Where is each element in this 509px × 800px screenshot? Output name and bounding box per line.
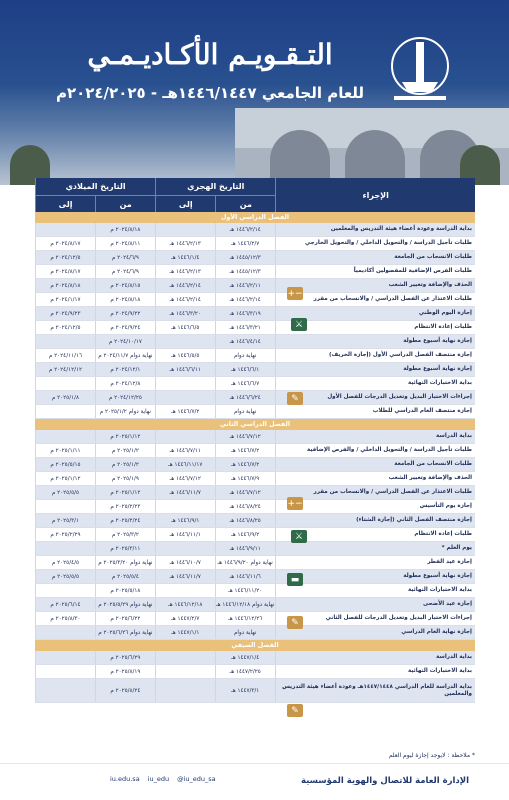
gregorian-from-cell: ٢٠٢٥/٥/٤ م	[95, 570, 155, 583]
hijri-from-cell: ١٤٤٦/٩/٢ هـ	[215, 528, 275, 541]
hijri-to-cell: ١٤٤٦/٢/١٤ هـ	[155, 293, 215, 306]
table-row	[35, 251, 475, 265]
table-row	[35, 570, 475, 584]
gregorian-from-cell: ٢٠٢٤/١٢/١ م	[95, 363, 155, 376]
table-row	[35, 486, 475, 500]
gregorian-to-cell: ٢٠٢٥/٥/٥ م	[35, 570, 95, 583]
hijri-to-cell	[155, 665, 215, 678]
hijri-to-cell: ١٤٤٦/١١/٧ هـ	[155, 570, 215, 583]
gregorian-to-cell: ٢٠٢٤/١٢/٥ م	[35, 251, 95, 264]
hijri-to-cell	[155, 335, 215, 348]
hijri-from-cell: نهاية دوام	[215, 349, 275, 362]
hijri-to-cell: ١٤٤٦/١٠/٧ هـ	[155, 556, 215, 569]
gregorian-to-cell: ٢٠٢٥/٢/٢٩ م	[35, 528, 95, 541]
table-row	[35, 363, 475, 377]
table-body	[35, 212, 475, 703]
header-banner	[0, 0, 509, 185]
add-remove-icon: +−	[287, 498, 303, 509]
table-row	[35, 472, 475, 486]
university-logo-icon	[380, 34, 460, 106]
gregorian-to-cell: ٢٠٢٥/١/٨ م	[35, 391, 95, 404]
event-cell: الحذف والإضافة وتغيير الشعب	[275, 472, 475, 485]
event-cell: بداية الاختبارات النهائية	[275, 377, 475, 390]
event-cell: إجازة يوم التأسيس	[275, 500, 475, 513]
table-row	[35, 514, 475, 528]
table-row	[35, 626, 475, 640]
hijri-to-cell	[155, 430, 215, 443]
hijri-to-cell: ١٤٤٦/٢/١٣ هـ	[155, 265, 215, 278]
table-row	[35, 500, 475, 514]
gregorian-from-cell: نهاية دوام ٢٠٢٤/١١/٧ م	[95, 349, 155, 362]
hijri-from-cell: نهاية دوام ١٤٤٦/١٢/١٨ هـ	[215, 598, 275, 611]
hijri-to-cell: ١٤٤٧/١/١ هـ	[155, 626, 215, 639]
header-gregorian: التاريخ الميلادي إلى من	[35, 178, 155, 212]
hijri-from-cell: ١٤٤٦/٢/١٤ هـ	[215, 223, 275, 236]
event-cell: طلبات الاعتذار عن الفصل الدراسي / والانسحاب من مقرر	[275, 293, 475, 306]
hijri-from-cell: ١٤٤٧/٣/١ هـ	[215, 679, 275, 702]
social-handle: iu.edu.sa	[110, 775, 140, 783]
hijri-from-cell: ١٤٤٦/٧/٢ هـ	[215, 458, 275, 471]
gregorian-to-cell	[35, 335, 95, 348]
hijri-from-cell: ١٤٤٦/٢/١٤ هـ	[215, 293, 275, 306]
gregorian-from-cell: ٢٠٢٤/٨/١٨ م	[95, 223, 155, 236]
gregorian-from-cell: ٢٠٢٥/٥/١٨ م	[95, 584, 155, 597]
gregorian-from-cell: ٢٠٢٥/٦/٢٢ م	[95, 612, 155, 625]
gregorian-to-cell: ٢٠٢٥/٦/١٤ م	[35, 598, 95, 611]
gregorian-from-cell: ٢٠٢٤/١٢/٢٥ م	[95, 391, 155, 404]
section-title: الفصل الدراسي الثاني	[35, 419, 475, 430]
hijri-from-cell: ١٤٤٦/٦/١ هـ	[215, 363, 275, 376]
page-subtitle: للعام الجامعي ١٤٤٦/١٤٤٧هـ - ٢٠٢٤/٢٠٢٥م	[55, 84, 365, 102]
hijri-from-cell: ١٤٤٦/٢/١١ هـ	[215, 279, 275, 292]
gregorian-from-cell: ٢٠٢٤/١٠/١٧ م	[95, 335, 155, 348]
gregorian-to-cell: ٢٠٢٤/١١/١٦ م	[35, 349, 95, 362]
hijri-from-cell: ١٤٤٦/١٢/٢٦ هـ	[215, 612, 275, 625]
event-cell: إجازة منتصف العام الدراسي للطلاب	[275, 405, 475, 418]
hijri-from-cell: ١٤٤٦/٧/١٢ هـ	[215, 430, 275, 443]
table-row	[35, 679, 475, 703]
footnote: * ملاحظة : لايوجد إجازة ليوم العلم	[388, 752, 475, 759]
event-cell: بداية الدراسة للعام الدراسي ١٤٤٧/١٤٤٨هـ وعودة أعضاء هيئة التدريس والمعلمين	[275, 679, 475, 702]
gregorian-from-cell: ٢٠٢٥/٢/٢٣ م	[95, 500, 155, 513]
gregorian-from-cell: ٢٠٢٥/٦/٢٩ م	[95, 651, 155, 664]
event-cell: طلبات الانسحاب من الجامعة	[275, 458, 475, 471]
event-cell: يوم العلم *	[275, 542, 475, 555]
event-cell: إجازة نهاية العام الدراسي	[275, 626, 475, 639]
gregorian-from-cell: ٢٠٢٤/٨/١١ م	[95, 237, 155, 250]
event-cell: إجازة نهاية أسبوع مطولة	[275, 335, 475, 348]
hijri-to-cell: ١٤٤٦/١١/١ هـ	[155, 528, 215, 541]
gregorian-to-cell: ٢٠٢٥/٣/١ م	[35, 514, 95, 527]
hijri-to-cell: ١٤٤٦/٣/٢٠ هـ	[155, 307, 215, 320]
hijri-to-cell: ١٤٤٦/١/٤ هـ	[155, 251, 215, 264]
event-cell: طلبات الفرص الإضافية للمفصولين أكاديمياً	[275, 265, 475, 278]
hijri-to-cell	[155, 542, 215, 555]
hijri-to-cell	[155, 584, 215, 597]
hijri-to-cell	[155, 377, 215, 390]
table-row	[35, 307, 475, 321]
table-row	[35, 542, 475, 556]
gregorian-to-cell	[35, 223, 95, 236]
event-cell: إجازة عيد الفطر	[275, 556, 475, 569]
gregorian-from-cell: ٢٠٢٥/٨/١٩ م	[95, 665, 155, 678]
hijri-from-cell: ١٤٤٦/٣/٢١ هـ	[215, 321, 275, 334]
gregorian-from-cell: نهاية دوام ٢٠٢٥/٦/٢٦ م	[95, 626, 155, 639]
gregorian-from-cell: ٢٠٢٥/٨/٢٤ م	[95, 679, 155, 702]
gregorian-from-cell: نهاية دوام ٢٠٢٥/٣/٢٠ م	[95, 556, 155, 569]
table-row	[35, 651, 475, 665]
event-cell: إجازة نهاية أسبوع مطولة	[275, 363, 475, 376]
event-cell: طلبات إعادة الانتظام	[275, 321, 475, 334]
gregorian-from-cell: ٢٠٢٥/٣/٢ م	[95, 528, 155, 541]
hijri-from-cell: ١٤٤٦/٣/١٩ هـ	[215, 307, 275, 320]
event-cell: بداية الدراسة وعودة أعضاء هيئة التدريس والمعلمين	[275, 223, 475, 236]
gregorian-from-cell: ٢٠٢٥/١/٩ م	[95, 472, 155, 485]
hijri-from-cell: ١٤٤٦/١١/٢٠ هـ	[215, 584, 275, 597]
add-remove-icon: +−	[287, 288, 303, 299]
hijri-from-cell: ١٤٤٦/٩/١١ هـ	[215, 542, 275, 555]
hijri-to-cell: ١٤٤٧/٢/٧ هـ	[155, 612, 215, 625]
event-cell: إجراءات الاختبار البديل وتعديل الدرجات للفصل الثاني	[275, 612, 475, 625]
hijri-from-cell: ١٤٤٦/٢/٧ هـ	[215, 237, 275, 250]
footer-org: الإدارة العامة للاتصال والهوية المؤسسية	[301, 776, 469, 786]
footer	[0, 763, 509, 800]
hijri-to-cell	[155, 500, 215, 513]
table-row	[35, 430, 475, 444]
table-row	[35, 444, 475, 458]
table-row	[35, 584, 475, 598]
gregorian-from-cell: ٢٠٢٥/٢/٢٤ م	[95, 514, 155, 527]
table-row	[35, 335, 475, 349]
social-handle: iu_edu	[147, 775, 170, 783]
header-hijri: التاريخ الهجري إلى من	[155, 178, 275, 212]
event-cell: طلبات تأجيل الدراسة / والتحويل الداخلي / والفرص الإضافية	[275, 444, 475, 457]
hijri-from-cell: ١٤٤٦/٤/١٤ هـ	[215, 335, 275, 348]
gregorian-from-cell: ٢٠٢٤/١٢/٨ م	[95, 377, 155, 390]
gregorian-from-cell: ٢٠٢٥/٣/١١ م	[95, 542, 155, 555]
hijri-to-cell: ١٤٤٦/٦/٥ هـ	[155, 321, 215, 334]
gregorian-to-cell: ٢٠٢٥/١/١٢ م	[35, 472, 95, 485]
table-row	[35, 612, 475, 626]
hijri-to-cell: ١٤٤٦/٢/١٣ هـ	[155, 237, 215, 250]
event-cell: طلبات الانسحاب من الجامعة	[275, 251, 475, 264]
table-row	[35, 405, 475, 419]
footer-social	[110, 775, 216, 783]
table-row	[35, 349, 475, 363]
table-row	[35, 237, 475, 251]
gregorian-to-cell: ٢٠٢٥/٤/٥ م	[35, 556, 95, 569]
hijri-to-cell: ١٤٤٦/٢/١٤ هـ	[155, 279, 215, 292]
gregorian-from-cell: نهاية دوام ٢٠٢٥/١/٢ م	[95, 405, 155, 418]
event-cell: إجازة نهاية أسبوع مطولة	[275, 570, 475, 583]
hijri-from-cell: نهاية دوام	[215, 626, 275, 639]
gregorian-from-cell: ٢٠٢٤/٨/١٨ م	[95, 293, 155, 306]
gregorian-to-cell	[35, 500, 95, 513]
event-cell: الحذف والإضافة وتغيير الشعب	[275, 279, 475, 292]
event-cell: بداية الدراسة	[275, 651, 475, 664]
header-event: الإجراء	[275, 178, 475, 212]
flag-icon: ▬	[287, 573, 303, 586]
gregorian-to-cell: ٢٠٢٤/٨/١٧ م	[35, 265, 95, 278]
event-cell: بداية الاختبارات النهائية	[275, 584, 475, 597]
hijri-to-cell	[155, 651, 215, 664]
hijri-to-cell	[155, 223, 215, 236]
hijri-from-cell: ١٤٤٦/٨/٢٥ هـ	[215, 514, 275, 527]
pencil-icon: ✎	[287, 616, 303, 629]
table-header	[35, 178, 475, 212]
hijri-to-cell: ١٤٤٦/٩/١ هـ	[155, 514, 215, 527]
table-row	[35, 528, 475, 542]
table-row	[35, 665, 475, 679]
gregorian-to-cell	[35, 405, 95, 418]
sword-palm-icon: ⚔	[291, 318, 307, 331]
gregorian-to-cell: ٢٠٢٥/١/١١ م	[35, 444, 95, 457]
gregorian-to-cell	[35, 665, 95, 678]
gregorian-to-cell: ٢٠٢٤/١٢/١٢ م	[35, 363, 95, 376]
hijri-from-cell: ١٤٤٦/٨/٢٤ هـ	[215, 500, 275, 513]
event-cell: إجازة منتصف الفصل الثاني (إجازة الشتاء)	[275, 514, 475, 527]
hijri-from-cell: ١٤٤٦/٦/٢٤ هـ	[215, 391, 275, 404]
hijri-from-cell: ١٤٤٦/٧/٩ هـ	[215, 472, 275, 485]
gregorian-from-cell: ٢٠٢٥/١/١٢ م	[95, 486, 155, 499]
table-row	[35, 556, 475, 570]
gregorian-to-cell: ٢٠٢٥/٥/١٥ م	[35, 458, 95, 471]
table-row	[35, 279, 475, 293]
pencil-icon: ✎	[287, 392, 303, 405]
pencil-icon: ✎	[287, 704, 303, 717]
section-title: الفصل الصيفي	[35, 640, 475, 651]
section-title: الفصل الدراسي الأول	[35, 212, 475, 223]
gregorian-from-cell: ٢٠٢٤/٨/١٥ م	[95, 279, 155, 292]
gregorian-to-cell: ٢٠٢٤/٩/٢٣ م	[35, 307, 95, 320]
hijri-from-cell: نهاية دوام ١٤٤٦/٩/٢٠ هـ	[215, 556, 275, 569]
gregorian-to-cell	[35, 542, 95, 555]
gregorian-from-cell: ٢٠٢٥/١/٢ م	[95, 444, 155, 457]
hijri-from-cell: ١٤٤٧/٢/٢٥ هـ	[215, 665, 275, 678]
hijri-to-cell: ١٤٤٦/٧/١١ هـ	[155, 444, 215, 457]
event-cell: طلبات تأجيل الدراسة / والتحويل الداخلي / والتحويل الخارجي	[275, 237, 475, 250]
table-row	[35, 293, 475, 307]
table-row	[35, 598, 475, 612]
gregorian-from-cell: ٢٠٢٤/٦/٩ م	[95, 265, 155, 278]
hijri-from-cell: نهاية دوام	[215, 405, 275, 418]
event-cell: طلبات إعادة الانتظام	[275, 528, 475, 541]
gregorian-to-cell	[35, 377, 95, 390]
gregorian-from-cell: ٢٠٢٤/٩/٢٢ م	[95, 307, 155, 320]
hijri-from-cell: ١٤٤٦/١١/٦ هـ	[215, 570, 275, 583]
hijri-from-cell: ١٤٤٦/٧/١٢ هـ	[215, 486, 275, 499]
gregorian-to-cell	[35, 679, 95, 702]
gregorian-to-cell: ٢٠٢٥/٥/٥ م	[35, 486, 95, 499]
table-row	[35, 321, 475, 335]
gregorian-to-cell	[35, 430, 95, 443]
hijri-to-cell: ١٤٤٦/٧/١٢ هـ	[155, 472, 215, 485]
event-cell: إجراءات الاختبار البديل وتعديل الدرجات للفصل الأول	[275, 391, 475, 404]
event-cell: بداية الدراسة	[275, 430, 475, 443]
hijri-from-cell: ١٤٤٧/١/٤ هـ	[215, 651, 275, 664]
gregorian-to-cell: ٢٠٢٤/١٢/٥ م	[35, 321, 95, 334]
page-title: التـقـويـم الأكـاديـمـي	[87, 38, 333, 71]
social-handle: @iu_edu_sa	[177, 775, 216, 783]
sword-palm-icon: ⚔	[291, 530, 307, 543]
hijri-to-cell	[155, 679, 215, 702]
gregorian-from-cell: ٢٠٢٤/٦/٩ م	[95, 251, 155, 264]
hijri-to-cell: ١٤٤٦/٥/٥ هـ	[155, 349, 215, 362]
table-row	[35, 265, 475, 279]
gregorian-to-cell	[35, 584, 95, 597]
event-cell: إجازة عيد الأضحى	[275, 598, 475, 611]
table-row	[35, 391, 475, 405]
hijri-to-cell: ١٤٤٦/٦/١١ هـ	[155, 363, 215, 376]
table-row	[35, 458, 475, 472]
event-cell: طلبات الاعتذار عن الفصل الدراسي / والانسحاب من مقرر	[275, 486, 475, 499]
gregorian-to-cell: ٢٠٢٤/١/١٧ م	[35, 293, 95, 306]
event-cell: إجازة اليوم الوطني	[275, 307, 475, 320]
gregorian-from-cell: ٢٠٢٥/١/١٢ م	[95, 430, 155, 443]
hijri-to-cell: ١٤٤٦/١١/٧ هـ	[155, 486, 215, 499]
hijri-from-cell: ١٤٤٥/١٢/٣ هـ	[215, 265, 275, 278]
hijri-from-cell: ١٤٤٦/٦/٧ هـ	[215, 377, 275, 390]
event-cell: إجازة منتصف الفصل الدراسي الأول (إجازة الخريف)	[275, 349, 475, 362]
hijri-to-cell	[155, 391, 215, 404]
gregorian-to-cell: ٢٠٢٤/٨/١٧ م	[35, 237, 95, 250]
gregorian-to-cell: ٢٠٢٤/٨/١٨ م	[35, 279, 95, 292]
gregorian-to-cell	[35, 626, 95, 639]
table-row	[35, 377, 475, 391]
gregorian-from-cell: ٢٠٢٤/٩/٢٤ م	[95, 321, 155, 334]
hijri-to-cell: ١٤٤٦/١٢/١٨ هـ	[155, 598, 215, 611]
gregorian-from-cell: نهاية دوام ٢٠٢٥/٥/٢٩ م	[95, 598, 155, 611]
hijri-to-cell: ١٤٤٦/١١/١٧ هـ	[155, 458, 215, 471]
table-row	[35, 223, 475, 237]
hijri-from-cell: ١٤٤٦/٧/٢ هـ	[215, 444, 275, 457]
gregorian-to-cell: ٢٠٢٥/٨/٣٠ م	[35, 612, 95, 625]
gregorian-from-cell: ٢٠٢٥/١/٢ م	[95, 458, 155, 471]
gregorian-to-cell	[35, 651, 95, 664]
event-cell: بداية الاختبارات النهائية	[275, 665, 475, 678]
hijri-to-cell: ١٤٤٦/٧/٢ هـ	[155, 405, 215, 418]
hijri-from-cell: ١٤٤٥/١٢/٣ هـ	[215, 251, 275, 264]
calendar-table	[35, 178, 475, 703]
